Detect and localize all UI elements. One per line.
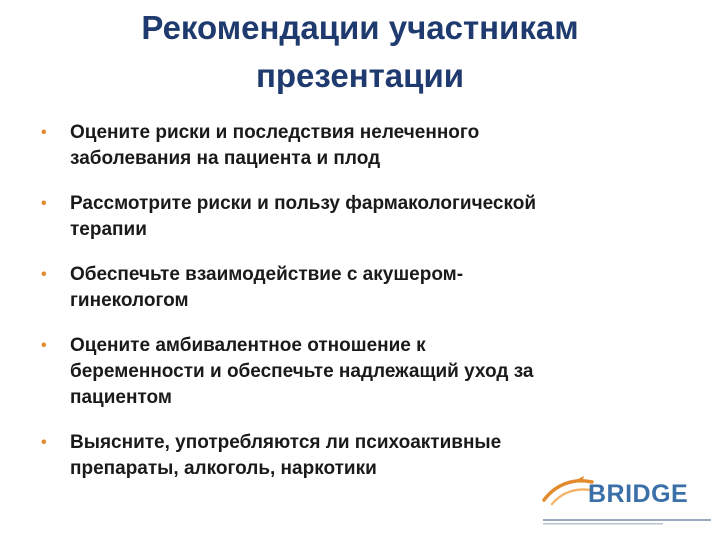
slide-title <box>60 4 660 100</box>
slide-title-line-2: презентации <box>255 57 465 94</box>
bullet-list <box>40 120 700 501</box>
bullet-text-line: гинекологом <box>70 290 189 311</box>
bullet-marker: • <box>41 434 47 451</box>
bullet-marker: • <box>41 195 47 212</box>
bullet-marker: • <box>41 337 47 354</box>
logo-tagline-graphic <box>543 514 713 528</box>
bullet-text-line: Выясните, употребляются ли психоактивные <box>70 432 502 453</box>
slide-title-line-1: Рекомендации участникам <box>141 9 579 46</box>
bullet-text-line: пациентом <box>70 387 172 408</box>
bullet-marker: • <box>41 266 47 283</box>
bullet-text-line: Обеспечьте взаимодействие с акушером- <box>70 264 464 285</box>
bullet-text-line: Рассмотрите риски и пользу фармакологической <box>70 193 537 214</box>
bullet-text-line: Оцените риски и последствия нелеченного <box>70 122 480 143</box>
bullet-item <box>40 262 700 314</box>
bullet-text-line: препараты, алкоголь, наркотики <box>70 458 377 479</box>
bullet-text-line: беременности и обеспечьте надлежащий уход за <box>70 361 534 382</box>
bullet-item <box>40 191 700 243</box>
bridge-logo <box>540 470 715 530</box>
bullet-text-line: заболевания на пациента и плод <box>70 148 381 169</box>
bullet-item <box>40 120 700 172</box>
bullet-text-line: Оцените амбивалентное отношение к <box>70 335 426 356</box>
bullet-marker: • <box>41 124 47 141</box>
bridge-logo-wordmark: BRIDGE <box>588 480 689 508</box>
bullet-text-line: терапии <box>70 219 147 240</box>
bullet-item <box>40 333 700 411</box>
